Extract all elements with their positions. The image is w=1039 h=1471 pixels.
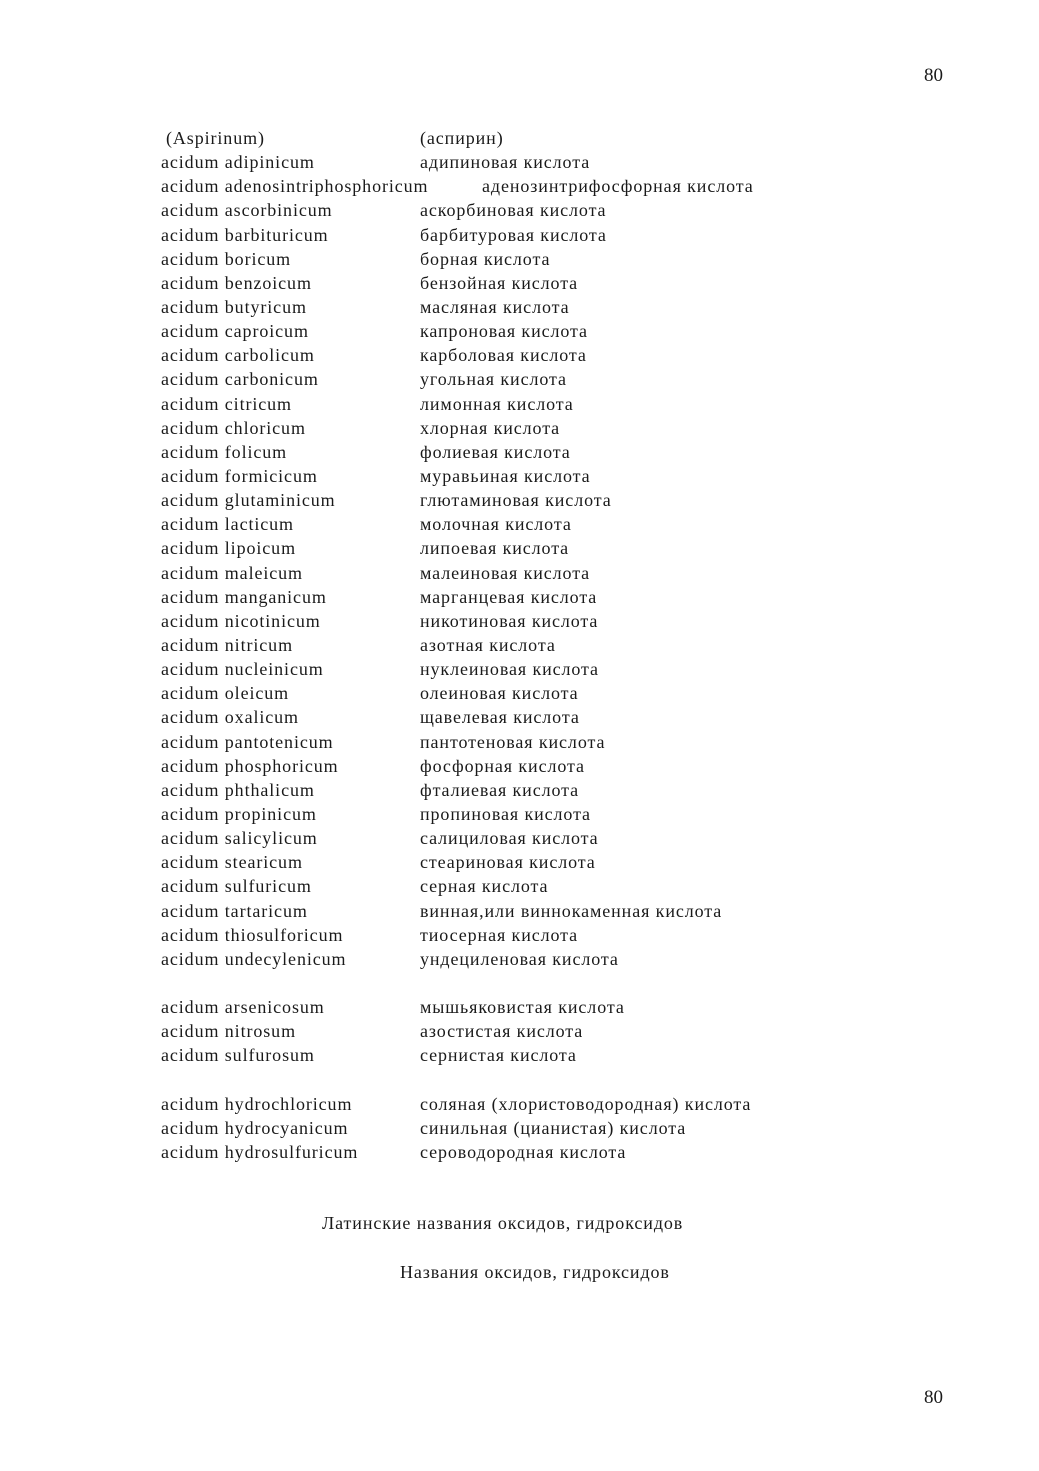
latin-term: acidum adipinicum <box>161 152 315 173</box>
term-row <box>161 754 881 778</box>
page-number-bottom: 80 <box>924 1387 943 1408</box>
term-row <box>161 633 881 657</box>
latin-term: acidum oleicum <box>161 683 290 704</box>
russian-term: тиосерная кислота <box>420 924 579 945</box>
latin-term: acidum folicum <box>161 441 288 462</box>
term-group-acids <box>161 126 881 971</box>
term-row <box>161 1043 881 1067</box>
latin-term: acidum chloricum <box>161 417 306 438</box>
latin-term: acidum undecylenicum <box>161 948 347 969</box>
term-row <box>161 150 881 174</box>
latin-term: acidum thiosulforicum <box>161 924 344 945</box>
term-row <box>161 561 881 585</box>
term-row <box>161 512 881 536</box>
term-row <box>161 488 881 512</box>
russian-term: масляная кислота <box>420 296 570 317</box>
russian-term: фосфорная кислота <box>420 755 585 776</box>
page-number-top: 80 <box>924 65 943 86</box>
term-row <box>161 198 881 222</box>
latin-term: acidum citricum <box>161 393 292 414</box>
latin-term: acidum nucleinicum <box>161 659 324 680</box>
latin-term: acidum formicicum <box>161 465 318 486</box>
russian-term: муравьиная кислота <box>420 465 591 486</box>
term-row <box>161 923 881 947</box>
term-row <box>161 1019 881 1043</box>
latin-term: acidum hydrochloricum <box>161 1093 353 1114</box>
latin-term: acidum pantotenicum <box>161 731 334 752</box>
russian-term: марганцевая кислота <box>420 586 598 607</box>
term-row <box>161 271 881 295</box>
latin-term: acidum nitrosum <box>161 1021 296 1042</box>
latin-term: acidum butyricum <box>161 296 307 317</box>
russian-term: олеиновая кислота <box>420 683 579 704</box>
latin-term: acidum tartaricum <box>161 900 308 921</box>
latin-term: acidum sulfuricum <box>161 876 312 897</box>
latin-term: acidum adenosintriphosphoricum <box>161 176 429 197</box>
russian-term: фолиевая кислота <box>420 441 571 462</box>
russian-term: аденозинтрифосфорная кислота <box>482 176 754 197</box>
russian-term: стеариновая кислота <box>420 852 596 873</box>
term-row <box>161 536 881 560</box>
latin-term: acidum salicylicum <box>161 828 318 849</box>
latin-term: acidum phosphoricum <box>161 755 339 776</box>
russian-term: адипиновая кислота <box>420 152 591 173</box>
term-row <box>161 343 881 367</box>
section-heading: Латинские названия оксидов, гидроксидов <box>322 1213 684 1233</box>
latin-term: acidum barbituricum <box>161 224 329 245</box>
russian-term: азотная кислота <box>420 634 556 655</box>
latin-term: acidum boricum <box>161 248 292 269</box>
russian-term: винная,или виннокаменная кислота <box>420 900 723 921</box>
term-row <box>161 319 881 343</box>
russian-term: молочная кислота <box>420 514 572 535</box>
latin-term: acidum stearicum <box>161 852 303 873</box>
term-row <box>161 392 881 416</box>
term-group-hydro-acids <box>161 1092 881 1164</box>
russian-term: нуклеиновая кислота <box>420 659 599 680</box>
russian-term: мышьяковистая кислота <box>420 997 625 1018</box>
term-row <box>161 174 881 198</box>
russian-term: глютаминовая кислота <box>420 490 612 511</box>
russian-term: аскорбиновая кислота <box>420 200 607 221</box>
term-row <box>161 247 881 271</box>
russian-term: синильная (цианистая) кислота <box>420 1117 687 1138</box>
term-row <box>161 223 881 247</box>
term-row <box>161 609 881 633</box>
latin-term: acidum manganicum <box>161 586 327 607</box>
latin-term: acidum benzoicum <box>161 272 312 293</box>
acid-term-list <box>161 126 881 1188</box>
latin-term: acidum phthalicum <box>161 779 315 800</box>
latin-term: acidum sulfurosum <box>161 1045 315 1066</box>
russian-term: малеиновая кислота <box>420 562 591 583</box>
russian-term: салициловая кислота <box>420 828 599 849</box>
russian-term: капроновая кислота <box>420 321 588 342</box>
russian-term: пропиновая кислота <box>420 803 591 824</box>
latin-term: acidum hydrocyanicum <box>161 1117 349 1138</box>
term-row <box>161 416 881 440</box>
latin-term: acidum carbonicum <box>161 369 319 390</box>
russian-term: карболовая кислота <box>420 345 587 366</box>
term-row <box>161 657 881 681</box>
russian-term: (аспирин) <box>420 128 504 148</box>
term-row <box>161 778 881 802</box>
term-row <box>161 681 881 705</box>
term-row <box>161 995 881 1019</box>
latin-term: acidum oxalicum <box>161 707 299 728</box>
russian-term: барбитуровая кислота <box>420 224 607 245</box>
latin-term: acidum propinicum <box>161 803 317 824</box>
term-row <box>161 464 881 488</box>
term-row <box>161 802 881 826</box>
term-row <box>161 730 881 754</box>
russian-term: борная кислота <box>420 248 551 269</box>
term-row <box>161 826 881 850</box>
russian-term: соляная (хлористоводородная) кислота <box>420 1093 752 1114</box>
russian-term: ундециленовая кислота <box>420 948 619 969</box>
russian-term: хлорная кислота <box>420 417 561 438</box>
latin-term: acidum arsenicosum <box>161 997 325 1018</box>
russian-term: фталиевая кислота <box>420 779 580 800</box>
latin-term: acidum maleicum <box>161 562 303 583</box>
latin-term: acidum lipoicum <box>161 538 296 559</box>
latin-term: acidum nicotinicum <box>161 610 321 631</box>
latin-term: acidum caproicum <box>161 321 309 342</box>
term-row <box>161 705 881 729</box>
russian-term: щавелевая кислота <box>420 707 580 728</box>
term-row <box>161 899 881 923</box>
latin-term: acidum glutaminicum <box>161 490 336 511</box>
term-row <box>161 367 881 391</box>
term-row <box>161 126 881 150</box>
russian-term: серная кислота <box>420 876 549 897</box>
latin-term: acidum ascorbinicum <box>161 200 333 221</box>
term-row <box>161 1140 881 1164</box>
term-row <box>161 874 881 898</box>
latin-term: (Aspirinum) <box>166 128 265 148</box>
term-row <box>161 585 881 609</box>
term-row <box>161 295 881 319</box>
latin-term: acidum lacticum <box>161 514 294 535</box>
russian-term: азостистая кислота <box>420 1021 584 1042</box>
russian-term: лимонная кислота <box>420 393 574 414</box>
term-group-ous-acids <box>161 995 881 1067</box>
latin-term: acidum hydrosulfuricum <box>161 1141 359 1162</box>
term-row <box>161 850 881 874</box>
russian-term: пантотеновая кислота <box>420 731 606 752</box>
russian-term: липоевая кислота <box>420 538 570 559</box>
russian-term: сероводородная кислота <box>420 1141 627 1162</box>
term-row <box>161 440 881 464</box>
russian-term: бензойная кислота <box>420 272 579 293</box>
russian-term: угольная кислота <box>420 369 567 390</box>
latin-term: acidum carbolicum <box>161 345 315 366</box>
russian-term: никотиновая кислота <box>420 610 599 631</box>
latin-term: acidum nitricum <box>161 634 293 655</box>
russian-term: сернистая кислота <box>420 1045 577 1066</box>
term-row <box>161 1092 881 1116</box>
term-row <box>161 947 881 971</box>
term-row <box>161 1116 881 1140</box>
section-subheading: Названия оксидов, гидроксидов <box>400 1262 670 1282</box>
